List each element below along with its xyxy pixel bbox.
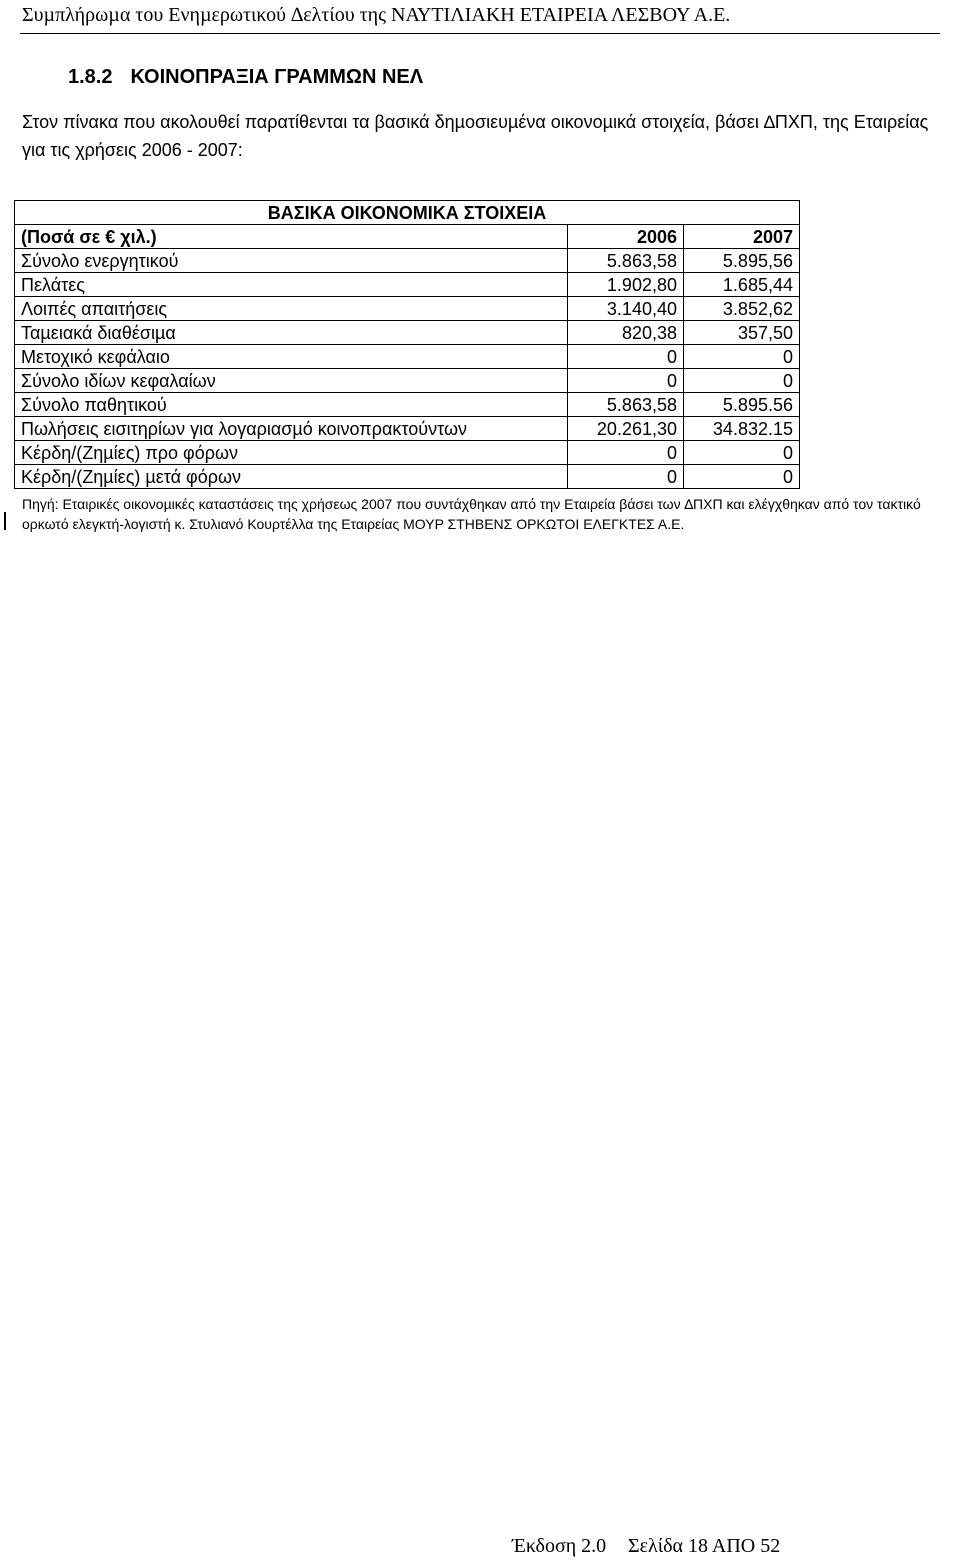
cell-2006: 5.863,58 — [568, 249, 684, 273]
row-label: Σύνολο ενεργητικού — [15, 249, 568, 273]
section-title: ΚΟΙΝΟΠΡΑΞΙΑ ΓΡΑΜΜΩΝ ΝΕΛ — [130, 66, 424, 88]
table-row — [15, 465, 800, 489]
cell-2007: 357,50 — [684, 321, 800, 345]
table-header-row — [15, 225, 800, 249]
footer-edition: Έκδοση 2.0 — [512, 1535, 607, 1557]
cell-2006: 0 — [568, 465, 684, 489]
table-title-row — [15, 201, 800, 225]
table-row — [15, 321, 800, 345]
table-row — [15, 297, 800, 321]
header-unit-label: (Ποσά σε € χιλ.) — [15, 225, 568, 249]
table-row — [15, 393, 800, 417]
revision-bar — [4, 512, 6, 530]
financial-table — [14, 200, 800, 489]
row-label: Λοιπές απαιτήσεις — [15, 297, 568, 321]
cell-2007: 0 — [684, 345, 800, 369]
cell-2006: 1.902,80 — [568, 273, 684, 297]
table-row — [15, 369, 800, 393]
row-label: Ταµειακά διαθέσιµα — [15, 321, 568, 345]
cell-2006: 3.140,40 — [568, 297, 684, 321]
cell-2007: 1.685,44 — [684, 273, 800, 297]
header-year-2007: 2007 — [684, 225, 800, 249]
section-number: 1.8.2 — [68, 66, 113, 88]
cell-2006: 20.261,30 — [568, 417, 684, 441]
cell-2007: 5.895.56 — [684, 393, 800, 417]
footer-page-number: Σελίδα 18 ΑΠΟ 52 — [628, 1535, 781, 1557]
header-year-2006: 2006 — [568, 225, 684, 249]
row-label: Σύνολο παθητικού — [15, 393, 568, 417]
cell-2006: 820,38 — [568, 321, 684, 345]
cell-2006: 0 — [568, 369, 684, 393]
source-note: Πηγή: Εταιρικές οικονοµικές καταστάσεις της χρήσεως 2007 που συντάχθηκαν από την Εταιρεία βάσει των ∆ΠΧΠ και ελέγχθηκαν από τον τακτικό ορκωτό ελεγκτή-λογιστή κ. Στυλιανό Κουρτέλλα της Εταιρείας ΜΟΥΡ ΣΤΗΒΕΝΣ ΟΡΚΩΤΟΙ ΕΛΕΓΚΤΕΣ Α.Ε. — [22, 496, 921, 532]
table-title: ΒΑΣΙΚΑ ΟΙΚΟΝΟΜΙΚΑ ΣΤΟΙΧΕΙΑ — [15, 201, 800, 225]
table-row — [15, 441, 800, 465]
cell-2007: 3.852,62 — [684, 297, 800, 321]
row-label: Πωλήσεις εισιτηρίων για λογαριασµό κοινοπρακτούντων — [15, 417, 568, 441]
row-label: Κέρδη/(Ζηµίες) µετά φόρων — [15, 465, 568, 489]
row-label: Πελάτες — [15, 273, 568, 297]
table-row — [15, 345, 800, 369]
cell-2007: 0 — [684, 465, 800, 489]
intro-paragraph: Στον πίνακα που ακολουθεί παρατίθενται τα βασικά δηµοσιευµένα οικονοµικά στοιχεία, βάσει ∆ΠΧΠ, της Εταιρείας για τις χρήσεις 2006 - 2007: — [22, 112, 929, 160]
cell-2007: 0 — [684, 441, 800, 465]
document-header: Συµπλήρωµα του Ενηµερωτικού ∆ελτίου της ΝΑΥΤΙΛΙΑΚΗ ΕΤΑΙΡΕΙΑ ΛΕΣΒΟΥ Α.Ε. — [20, 0, 940, 34]
cell-2006: 0 — [568, 441, 684, 465]
cell-2007: 0 — [684, 369, 800, 393]
cell-2007: 34.832.15 — [684, 417, 800, 441]
section-heading — [68, 66, 423, 89]
table-row — [15, 249, 800, 273]
cell-2006: 0 — [568, 345, 684, 369]
row-label: Σύνολο ιδίων κεφαλαίων — [15, 369, 568, 393]
row-label: Μετοχικό κεφάλαιο — [15, 345, 568, 369]
table-row — [15, 273, 800, 297]
cell-2007: 5.895,56 — [684, 249, 800, 273]
cell-2006: 5.863,58 — [568, 393, 684, 417]
row-label: Κέρδη/(Ζηµίες) προ φόρων — [15, 441, 568, 465]
table-row — [15, 417, 800, 441]
